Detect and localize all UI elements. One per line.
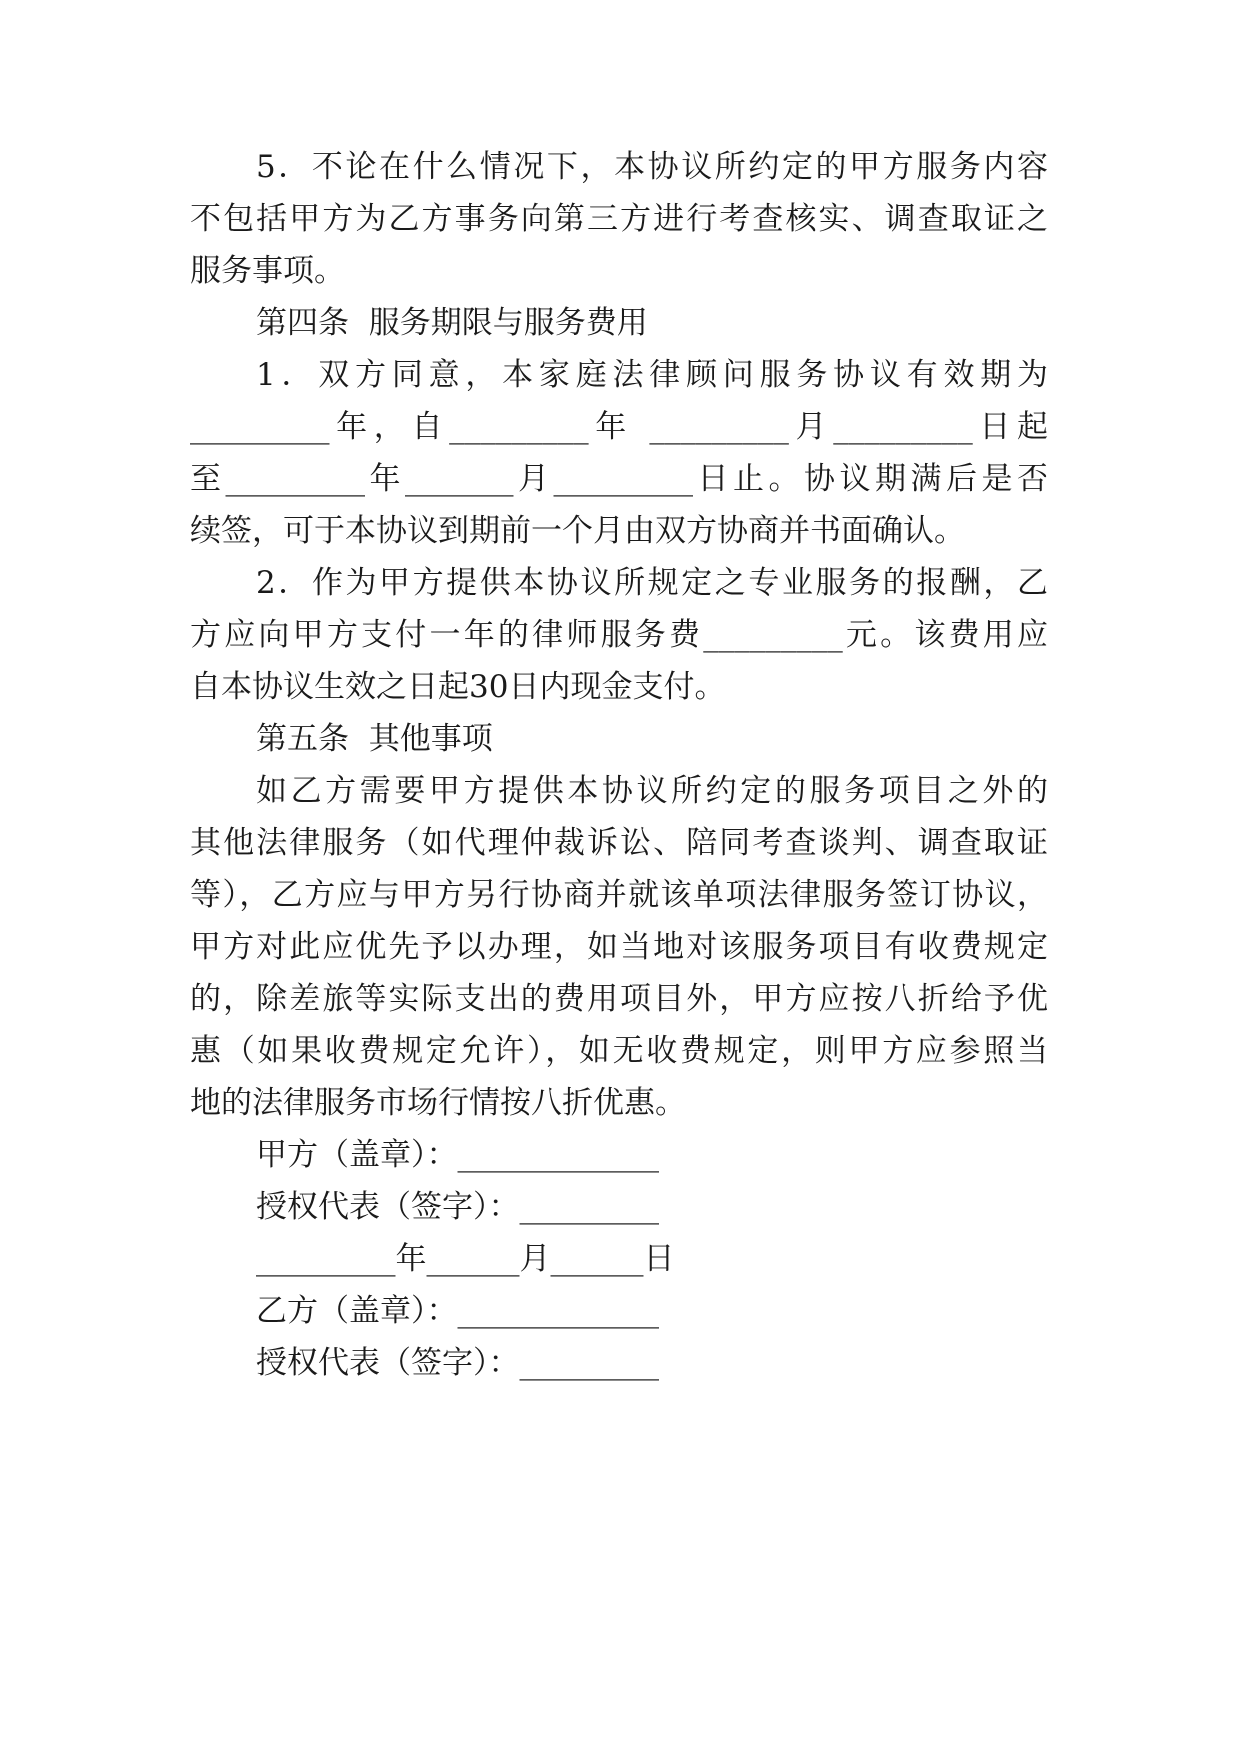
article-4-heading xyxy=(0,303,1241,343)
article-5-line-2 xyxy=(0,823,1241,863)
party-b-rep-line xyxy=(0,1343,1241,1383)
clause-5-line-1 xyxy=(0,147,1241,187)
text-line: 自本协议生效之日起30日内现金支付。 xyxy=(190,669,726,705)
article-4-item-1-line-1 xyxy=(0,355,1241,395)
text-line: 续签，可于本协议到期前一个月由双方协商并书面确认。 xyxy=(190,513,965,549)
article-4-item-2-line-2 xyxy=(0,615,1241,655)
text-line: _________年，自_________年 _________月_________日起 xyxy=(190,409,1048,445)
clause-5-line-3 xyxy=(0,251,1241,291)
text-line: 5．不论在什么情况下，本协议所约定的甲方服务内容 xyxy=(256,149,1048,185)
text-line: 方应向甲方支付一年的律师服务费_________元。该费用应 xyxy=(190,617,1048,653)
text-line: 至_________年_______月_________日止。协议期满后是否 xyxy=(190,461,1048,497)
article-5-line-6 xyxy=(0,1031,1241,1071)
article-5-heading xyxy=(0,719,1241,759)
text-line: 2．作为甲方提供本协议所规定之专业服务的报酬，乙 xyxy=(256,565,1048,601)
text-line: 不包括甲方为乙方事务向第三方进行考查核实、调查取证之 xyxy=(190,201,1048,237)
article-4-item-2-line-1 xyxy=(0,563,1241,603)
text-line: 1．双方同意，本家庭法律顾问服务协议有效期为 xyxy=(256,357,1048,393)
article-5-line-3 xyxy=(0,875,1241,915)
article-4-item-1-line-3 xyxy=(0,459,1241,499)
section-heading: 第五条 其他事项 xyxy=(256,721,493,757)
party-b-seal-line xyxy=(0,1291,1241,1331)
article-4-item-1-line-2 xyxy=(0,407,1241,447)
party-a-representative: 授权代表（签字）：_________ xyxy=(256,1189,659,1225)
article-5-line-7 xyxy=(0,1083,1241,1123)
article-5-line-1 xyxy=(0,771,1241,811)
party-b-seal: 乙方（盖章）：_____________ xyxy=(256,1293,659,1329)
text-line: 服务事项。 xyxy=(190,253,345,289)
party-a-seal-line xyxy=(0,1135,1241,1175)
text-line: 惠（如果收费规定允许），如无收费规定，则甲方应参照当 xyxy=(190,1033,1048,1069)
clause-5-line-2 xyxy=(0,199,1241,239)
text-line: 其他法律服务（如代理仲裁诉讼、陪同考查谈判、调查取证 xyxy=(190,825,1048,861)
section-heading: 第四条 服务期限与服务费用 xyxy=(256,305,648,341)
text-line: 如乙方需要甲方提供本协议所约定的服务项目之外的 xyxy=(256,773,1048,809)
party-a-rep-line xyxy=(0,1187,1241,1227)
article-5-line-5 xyxy=(0,979,1241,1019)
text-line: 地的法律服务市场行情按八折优惠。 xyxy=(190,1085,686,1121)
party-b-representative: 授权代表（签字）：_________ xyxy=(256,1345,659,1381)
text-line: 的，除差旅等实际支出的费用项目外，甲方应按八折给予优 xyxy=(190,981,1048,1017)
signing-date: _________年______月______日 xyxy=(256,1241,675,1277)
article-5-line-4 xyxy=(0,927,1241,967)
text-line: 等），乙方应与甲方另行协商并就该单项法律服务签订协议， xyxy=(190,877,1048,913)
text-line: 甲方对此应优先予以办理，如当地对该服务项目有收费规定 xyxy=(190,929,1048,965)
article-4-item-1-line-4 xyxy=(0,511,1241,551)
signing-date-line xyxy=(0,1239,1241,1279)
article-4-item-2-line-3 xyxy=(0,667,1241,707)
party-a-seal: 甲方（盖章）：_____________ xyxy=(256,1137,659,1173)
